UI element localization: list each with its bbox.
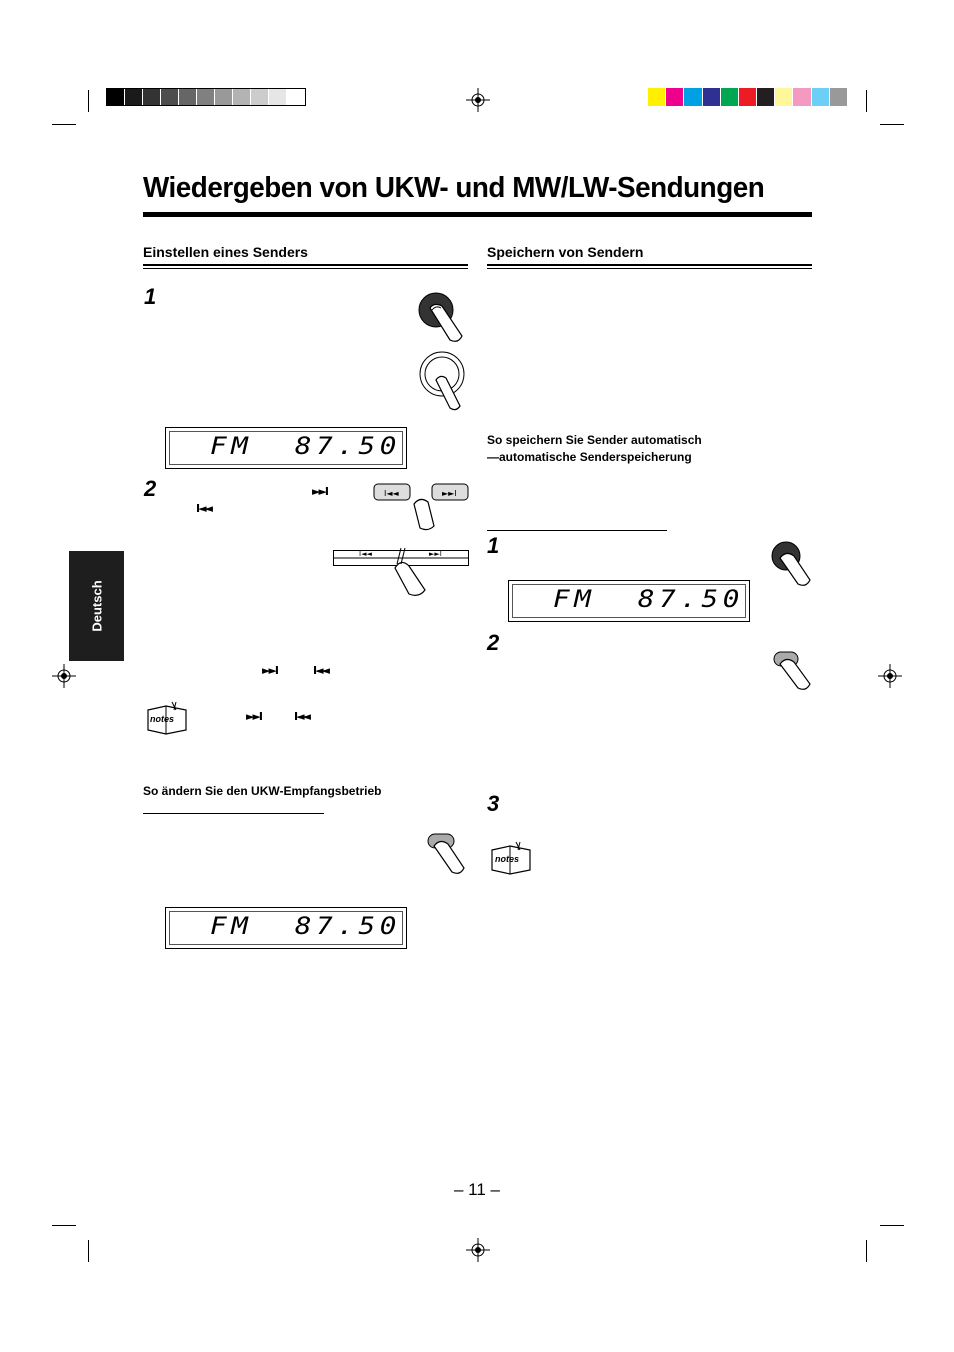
right-subheading-rule xyxy=(487,530,667,531)
crop-mark xyxy=(52,1225,76,1226)
notes-label: notes xyxy=(495,854,520,864)
prev-symbol-notes: I◄◄ xyxy=(294,710,310,723)
left-step-1-number: 1 xyxy=(144,284,157,309)
gray-calibration-bar xyxy=(106,88,306,106)
calibration-swatch xyxy=(703,88,721,106)
left-subheading-rule xyxy=(143,813,324,814)
calibration-swatch xyxy=(269,89,287,105)
calibration-swatch xyxy=(125,89,143,105)
right-step-2-number: 2 xyxy=(487,630,500,655)
right-heading-rule xyxy=(487,264,812,266)
side-tab-label: Deutsch xyxy=(89,580,104,632)
lcd-display xyxy=(165,907,407,949)
crop-mark xyxy=(866,90,867,112)
calibration-swatch xyxy=(107,89,125,105)
finger-press-icon xyxy=(414,290,470,346)
svg-text:I◄◄: I◄◄ xyxy=(359,550,372,558)
next-symbol-inline: ►►I xyxy=(262,664,278,677)
svg-text:I◄◄: I◄◄ xyxy=(384,489,399,498)
left-step-2-number: 2 xyxy=(144,476,157,501)
calibration-swatch xyxy=(233,89,251,105)
right-section-heading: Speichern von Sendern xyxy=(487,244,644,260)
color-calibration-bar xyxy=(648,88,848,106)
finger-press-icon xyxy=(424,830,470,878)
calibration-swatch xyxy=(721,88,739,106)
notes-label: notes xyxy=(150,714,175,724)
calibration-swatch xyxy=(793,88,811,106)
registration-crosshair-icon xyxy=(52,664,76,688)
right-subheading-line-1: So speichern Sie Sender automatisch xyxy=(487,433,702,447)
lcd-display-text: FM 87.50 xyxy=(553,585,744,613)
left-heading-rule xyxy=(143,264,468,266)
crop-mark xyxy=(866,1240,867,1262)
calibration-swatch xyxy=(215,89,233,105)
left-section-heading: Einstellen eines Senders xyxy=(143,244,308,260)
calibration-swatch xyxy=(757,88,775,106)
page-title: Wiedergeben von UKW- und MW/LW-Sendungen xyxy=(143,172,765,204)
lcd-display-text: FM 87.50 xyxy=(210,432,401,460)
svg-text:►►I: ►►I xyxy=(442,489,457,498)
registration-crosshair-icon xyxy=(466,1238,490,1262)
lcd-display xyxy=(508,580,750,622)
crop-mark xyxy=(52,124,76,125)
calibration-swatch xyxy=(648,88,666,106)
calibration-swatch xyxy=(666,88,684,106)
next-symbol: ►►I xyxy=(312,485,328,498)
crop-mark xyxy=(88,90,89,112)
right-heading-rule-thin xyxy=(487,268,812,269)
crop-mark xyxy=(88,1240,89,1262)
right-step-1-number: 1 xyxy=(487,533,500,558)
calibration-swatch xyxy=(684,88,702,106)
calibration-swatch xyxy=(287,89,305,105)
page-number: – 11 – xyxy=(453,1180,500,1199)
title-rule xyxy=(143,212,812,217)
finger-press-icon xyxy=(333,546,468,598)
calibration-swatch xyxy=(830,88,848,106)
svg-text:►►I: ►►I xyxy=(429,550,442,558)
calibration-swatch xyxy=(143,89,161,105)
registration-crosshair-icon xyxy=(878,664,902,688)
next-symbol-notes: ►►I xyxy=(246,710,262,723)
lcd-display-text: FM 87.50 xyxy=(210,912,401,940)
prev-symbol-inline: I◄◄ xyxy=(313,664,329,677)
crop-mark xyxy=(880,1225,904,1226)
finger-press-icon xyxy=(414,350,470,414)
calibration-swatch xyxy=(775,88,793,106)
skip-buttons-finger-icon xyxy=(372,480,470,532)
calibration-swatch xyxy=(197,89,215,105)
lcd-display xyxy=(165,427,407,469)
finger-press-icon xyxy=(770,648,814,692)
prev-symbol: I◄◄ xyxy=(196,502,212,515)
left-heading-rule-thin xyxy=(143,268,468,269)
right-step-3-number: 3 xyxy=(487,791,500,816)
crop-mark xyxy=(880,124,904,125)
calibration-swatch xyxy=(739,88,757,106)
left-subheading-fm-mode: So ändern Sie den UKW-Empfangsbetrieb xyxy=(143,784,382,798)
calibration-swatch xyxy=(179,89,197,105)
finger-press-icon xyxy=(770,540,814,588)
right-subheading-line-2: —automatische Senderspeicherung xyxy=(487,450,692,464)
calibration-swatch xyxy=(812,88,830,106)
calibration-swatch xyxy=(161,89,179,105)
registration-crosshair-icon xyxy=(466,88,490,112)
calibration-swatch xyxy=(251,89,269,105)
language-side-tab xyxy=(69,551,124,661)
